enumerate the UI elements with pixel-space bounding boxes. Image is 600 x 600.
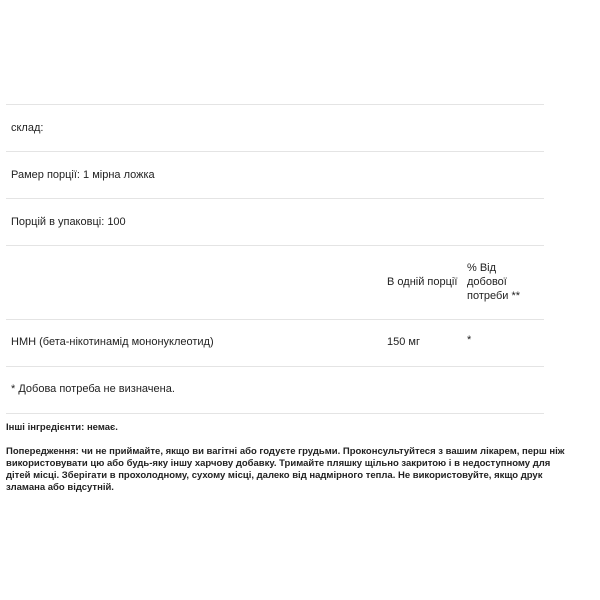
ingredient-daily-value: * — [467, 334, 472, 346]
footnote-row — [6, 366, 544, 414]
footnote: * Добова потреба не визначена. — [11, 383, 175, 395]
ingredient-amount: 150 мг — [387, 336, 420, 348]
servings-per-container: Порцій в упаковці: 100 — [11, 216, 126, 228]
table-row — [6, 319, 544, 366]
ingredient-name: НМН (бета-нікотинамід мононуклеотид) — [11, 336, 214, 348]
servings-per-container-row — [6, 198, 544, 245]
facts-header: склад: — [11, 122, 44, 134]
column-header-row — [6, 245, 544, 319]
serving-size: Рамер порції: 1 мірна ложка — [11, 169, 155, 181]
other-ingredients: Інші інгредієнти: немає. — [6, 422, 118, 433]
amount-column-header: В одній порції — [387, 276, 458, 288]
supplement-facts-table — [6, 104, 544, 414]
warning-text: Попередження: чи не приймайте, якщо ви вагітні або годуєте грудьми. Проконсультуйтеся з вашим лікарем, перш ніж використовувати цю або будь-яку іншу харчову добавку. Тримайте пляшку щільно закритою і в недоступному для дітей місці. Зберігати в прохолодному, сухому місці, далеко від надмірного тепла. Не використовуйте, якщо друк зламана або відсутній. — [6, 446, 565, 493]
facts-header-row — [6, 104, 544, 151]
daily-value-column-header: % Від добової потреби ** — [467, 262, 521, 302]
serving-size-row — [6, 151, 544, 198]
